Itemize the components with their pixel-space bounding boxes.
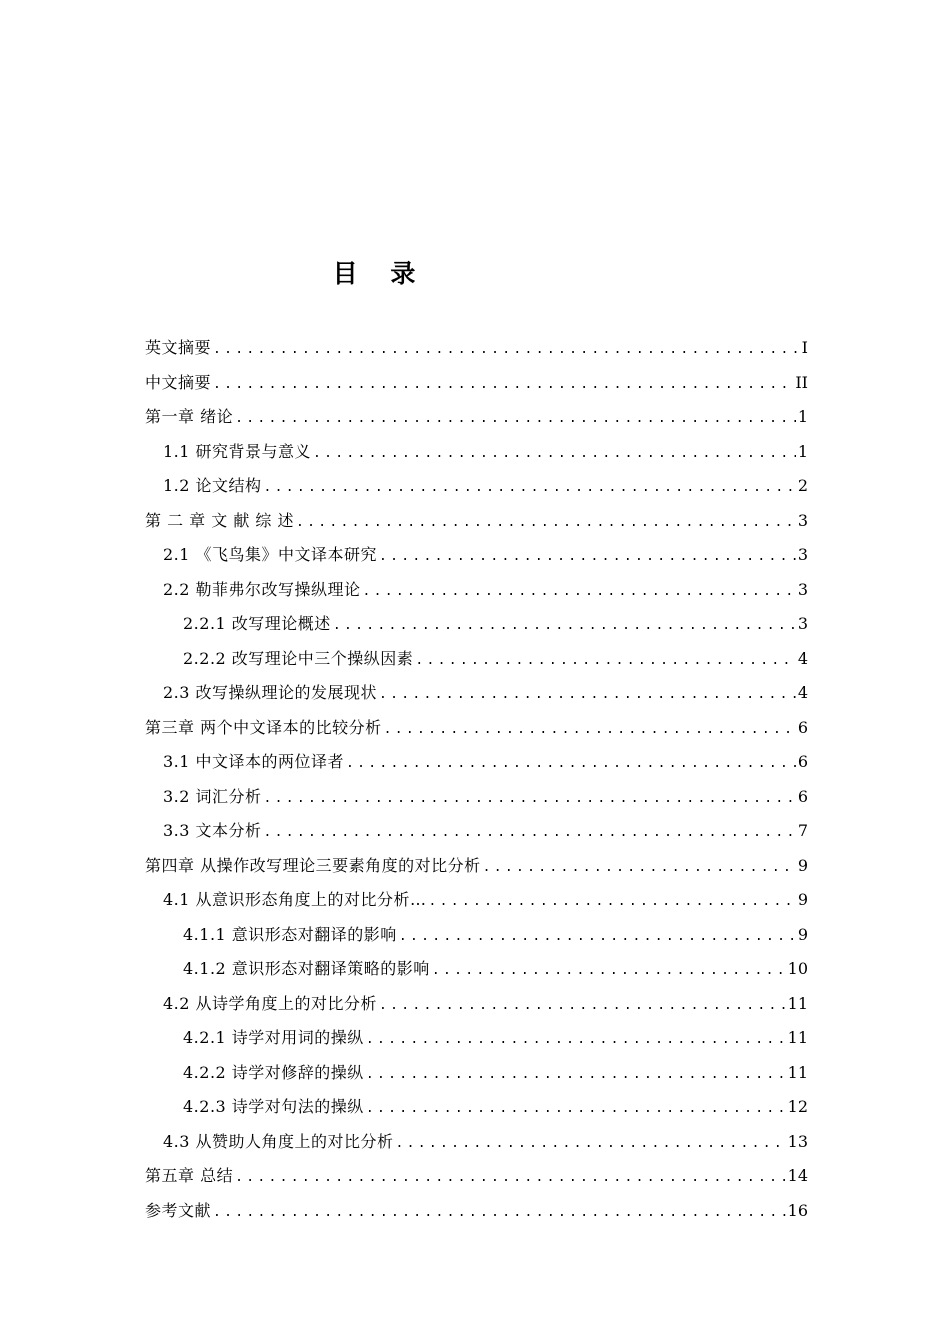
toc-entry[interactable] — [145, 400, 808, 435]
toc-entry[interactable] — [145, 780, 808, 815]
toc-dot-leader — [429, 885, 796, 920]
toc-entry[interactable] — [145, 987, 808, 1022]
toc-dot-leader — [346, 747, 796, 782]
toc-entry[interactable] — [145, 745, 808, 780]
toc-entry-page-number: 6 — [797, 786, 808, 806]
toc-entry[interactable] — [145, 814, 808, 849]
toc-entry-page-number: 3 — [797, 614, 808, 633]
toc-dot-leader — [235, 402, 796, 437]
toc-entry-page-number: 7 — [797, 821, 808, 840]
toc-entry-page-number: 4 — [797, 648, 808, 668]
toc-dot-leader — [264, 471, 796, 506]
toc-entry[interactable] — [145, 469, 808, 504]
toc-entry[interactable] — [145, 331, 808, 366]
toc-entry-label: 4.1.2 意识形态对翻译策略的影响 — [183, 959, 430, 978]
toc-entry-label: 第 二 章 文 献 综 述 — [145, 510, 295, 530]
toc-dot-leader — [264, 816, 796, 851]
toc-entry-page-number: 11 — [787, 993, 808, 1013]
toc-dot-leader — [313, 437, 796, 472]
toc-entry-page-number: 16 — [787, 1200, 808, 1220]
toc-dot-leader — [483, 851, 796, 886]
toc-entry[interactable] — [145, 711, 808, 746]
toc-entry[interactable] — [145, 849, 808, 884]
toc-entry[interactable] — [145, 1194, 808, 1229]
toc-entry-label: 4.2.1 诗学对用词的操纵 — [183, 1028, 364, 1047]
toc-entry-page-number: 6 — [797, 752, 808, 771]
toc-entry[interactable] — [145, 952, 808, 987]
toc-dot-leader — [379, 678, 796, 713]
toc-dot-leader — [264, 782, 796, 817]
toc-entry[interactable] — [145, 366, 808, 401]
toc-entry[interactable] — [145, 1056, 808, 1091]
toc-entry[interactable] — [145, 538, 808, 573]
toc-entry-label: 中文摘要 — [145, 372, 212, 392]
toc-entry-page-number: 11 — [787, 1028, 808, 1047]
toc-entry[interactable] — [145, 1090, 808, 1125]
toc-dot-leader — [363, 575, 796, 610]
toc-entry-label: 1.2 论文结构 — [163, 476, 262, 495]
toc-title: 目 录 — [332, 259, 428, 288]
toc-entry-page-number: 10 — [787, 959, 808, 978]
toc-entry-page-number: 12 — [787, 1097, 808, 1116]
toc-entry-page-number: 3 — [797, 579, 808, 599]
toc-entry-label: 4.2 从诗学角度上的对比分析 — [163, 993, 378, 1013]
toc-entry[interactable] — [145, 1021, 808, 1056]
toc-entry-label: 2.3 改写操纵理论的发展现状 — [163, 683, 378, 702]
toc-entry[interactable] — [145, 573, 808, 608]
toc-entry-page-number: 4 — [797, 683, 808, 702]
toc-entry-label: 3.1 中文译本的两位译者 — [163, 752, 345, 771]
toc-entry-label: 3.3 文本分析 — [163, 821, 262, 840]
toc-dot-leader — [213, 1196, 786, 1231]
toc-entry-label: 2.2.1 改写理论概述 — [183, 614, 331, 633]
toc-entry-label: 3.2 词汇分析 — [163, 786, 262, 806]
toc-entry-label: 2.1 《飞鸟集》中文译本研究 — [163, 545, 378, 564]
toc-entry-page-number: 11 — [787, 1062, 808, 1082]
toc-entry-page-number: 14 — [787, 1166, 808, 1185]
toc-dot-leader — [379, 540, 796, 575]
toc-list — [145, 331, 808, 1228]
toc-entry-page-number: 13 — [787, 1131, 808, 1151]
toc-dot-leader — [366, 1092, 786, 1127]
toc-entry-label: 4.3 从赞助人角度上的对比分析 — [163, 1131, 394, 1151]
toc-dot-leader — [432, 954, 786, 989]
toc-entry-label: 参考文献 — [145, 1200, 212, 1220]
toc-dot-leader — [213, 333, 800, 368]
toc-entry-label: 第一章 绪论 — [145, 407, 234, 426]
toc-entry[interactable] — [145, 642, 808, 677]
toc-entry[interactable] — [145, 504, 808, 539]
toc-entry-page-number: 1 — [797, 407, 808, 426]
toc-entry-label: 2.2 勒菲弗尔改写操纵理论 — [163, 579, 361, 599]
toc-entry-page-number: 3 — [797, 545, 808, 564]
toc-entry[interactable] — [145, 1159, 808, 1194]
toc-entry-page-number: 1 — [797, 441, 808, 461]
toc-entry-label: 第四章 从操作改写理论三要素角度的对比分析 — [145, 855, 481, 875]
toc-entry-page-number: 3 — [797, 510, 808, 530]
toc-entry-label: 1.1 研究背景与意义 — [163, 441, 312, 461]
toc-dot-leader — [213, 368, 793, 403]
toc-entry-page-number: I — [801, 338, 808, 357]
toc-dot-leader — [384, 713, 796, 748]
toc-entry[interactable] — [145, 435, 808, 470]
toc-entry-page-number: 6 — [797, 717, 808, 737]
toc-entry[interactable] — [145, 883, 808, 918]
toc-dot-leader — [333, 609, 796, 644]
toc-dot-leader — [366, 1023, 786, 1058]
toc-entry-label: 第三章 两个中文译本的比较分析 — [145, 717, 382, 737]
toc-entry[interactable] — [145, 1125, 808, 1160]
toc-entry-page-number: 9 — [797, 890, 808, 909]
toc-entry-page-number: 9 — [797, 855, 808, 875]
toc-dot-leader — [396, 1127, 786, 1162]
toc-dot-leader — [379, 989, 786, 1024]
toc-dot-leader — [399, 920, 796, 955]
toc-entry-page-number: 9 — [797, 924, 808, 944]
toc-entry-label: 英文摘要 — [145, 338, 212, 357]
toc-dot-leader — [296, 506, 796, 541]
toc-entry-label: 2.2.2 改写理论中三个操纵因素 — [183, 648, 414, 668]
toc-entry-page-number: II — [795, 372, 808, 392]
toc-dot-leader — [366, 1058, 786, 1093]
toc-entry[interactable] — [145, 607, 808, 642]
toc-entry-label: 4.1 从意识形态角度上的对比分析… — [163, 890, 427, 909]
toc-entry[interactable] — [145, 918, 808, 953]
toc-entry-label: 4.2.2 诗学对修辞的操纵 — [183, 1062, 364, 1082]
toc-entry-page-number: 2 — [797, 476, 808, 495]
toc-entry[interactable] — [145, 676, 808, 711]
toc-entry-label: 4.1.1 意识形态对翻译的影响 — [183, 924, 397, 944]
toc-entry-label: 第五章 总结 — [145, 1166, 234, 1185]
toc-dot-leader — [235, 1161, 786, 1196]
toc-entry-label: 4.2.3 诗学对句法的操纵 — [183, 1097, 364, 1116]
toc-dot-leader — [415, 644, 796, 679]
